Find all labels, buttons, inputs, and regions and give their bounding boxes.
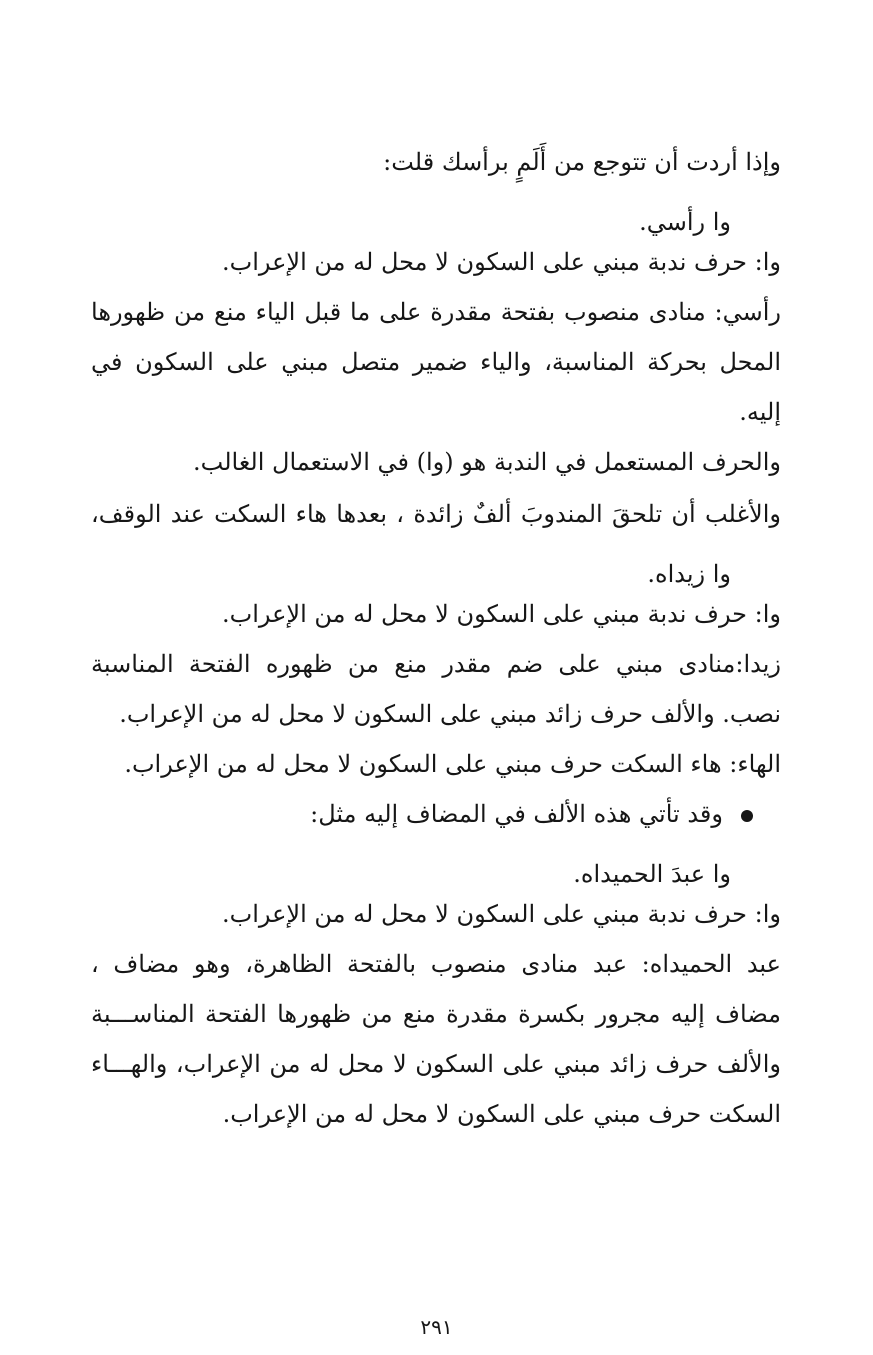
text-line: رأسي: منادى منصوب بفتحة مقدرة على ما قبل الياء منع من ظهورها (91, 298, 781, 326)
text-line: والأغلب أن تلحقَ المندوبَ ألفٌ زائدة ، بعدها هاء السكت عند الوقف، (91, 500, 781, 528)
text-line: المحل بحركة المناسبة، والياء ضمير متصل مبني على السكون في (91, 348, 781, 376)
bullet-item (91, 792, 753, 836)
text-line: السكت حرف مبني على السكون لا محل له من الإعراب. (222, 1100, 781, 1128)
example-line: وا زيداه. (647, 560, 731, 588)
page-number: ٢٩١ (420, 1315, 453, 1339)
text-line: إليه. (739, 398, 781, 426)
text-line: وا: حرف ندبة مبني على السكون لا محل له من الإعراب. (221, 248, 781, 276)
text-line: وا: حرف ندبة مبني على السكون لا محل له من الإعراب. (221, 600, 781, 628)
text-line: والألف حرف زائد مبني على السكون لا محل له من الإعراب، والهـــاء (91, 1050, 781, 1078)
bullet-text: وقد تأتي هذه الألف في المضاف إليه مثل: (310, 800, 723, 828)
example-line: وا رأسي. (639, 208, 731, 236)
text-line: عبد الحميداه: عبد منادى منصوب بالفتحة الظاهرة، وهو مضاف ، (91, 950, 781, 978)
example-line: وا عبدَ الحميداه. (573, 860, 731, 888)
text-line: وإذا أردت أن تتوجع من أَلَمٍ برأسك قلت: (383, 148, 781, 176)
text-line: وا: حرف ندبة مبني على السكون لا محل له من الإعراب. (221, 900, 781, 928)
text-line: نصب. والألف حرف زائد مبني على السكون لا محل له من الإعراب. (119, 700, 781, 728)
text-line: زيدا:منادى مبني على ضم مقدر منع من ظهوره الفتحة المناسبة (91, 650, 781, 678)
bullet-icon (741, 810, 753, 822)
text-line: الهاء: هاء السكت حرف مبني على السكون لا محل له من الإعراب. (124, 750, 781, 778)
text-line: مضاف إليه مجرور بكسرة مقدرة منع من ظهورها الفتحة المناســـبة (91, 1000, 781, 1028)
text-line: والحرف المستعمل في الندبة هو (وا) في الاستعمال الغالب. (193, 448, 781, 476)
